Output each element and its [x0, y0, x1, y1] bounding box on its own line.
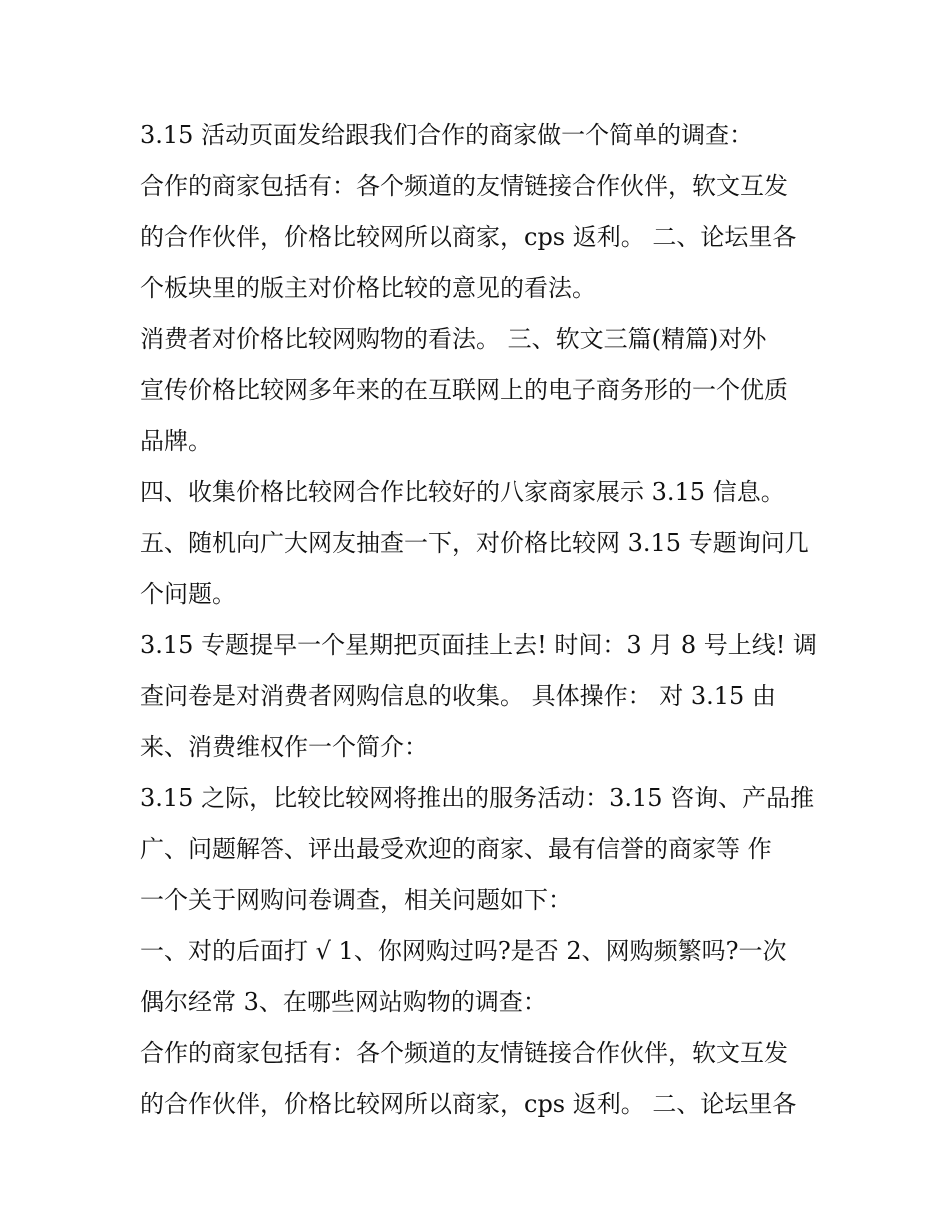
text-line: 广、问题解答、评出最受欢迎的商家、最有信誉的商家等 作 — [140, 835, 772, 863]
text-line: 五、随机向广大网友抽查一下，对价格比较网 3.15 专题询问几 — [140, 529, 809, 557]
text-line: 一个关于网购问卷调查，相关问题如下： — [140, 886, 572, 914]
text-line: 3.15 活动页面发给跟我们合作的商家做一个简单的调查： — [140, 121, 754, 149]
text-line: 的合作伙伴，价格比较网所以商家，cps 返利。 二、论坛里各 — [140, 1090, 797, 1118]
text-line: 合作的商家包括有：各个频道的友情链接合作伙伴，软文互发 — [140, 1039, 788, 1067]
text-line: 偶尔经常 3、在哪些网站购物的调查： — [140, 988, 547, 1016]
text-line: 的合作伙伴，价格比较网所以商家，cps 返利。 二、论坛里各 — [140, 223, 797, 251]
text-line: 宣传价格比较网多年来的在互联网上的电子商务形的一个优质 — [140, 376, 788, 404]
text-line: 合作的商家包括有：各个频道的友情链接合作伙伴，软文互发 — [140, 172, 788, 200]
text-line: 四、收集价格比较网合作比较好的八家商家展示 3.15 信息。 — [140, 478, 785, 506]
text-line: 消费者对价格比较网购物的看法。 三、软文三篇(精篇)对外 — [140, 325, 767, 353]
text-line: 3.15 专题提早一个星期把页面挂上去! 时间：3 月 8 号上线! 调 — [140, 631, 818, 659]
text-line: 个板块里的版主对价格比较的意见的看法。 — [140, 274, 596, 302]
text-line: 品牌。 — [140, 427, 212, 455]
text-line: 一、对的后面打 √ 1、你网购过吗?是否 2、网购频繁吗?一次 — [140, 937, 787, 965]
text-line: 个问题。 — [140, 580, 236, 608]
text-line: 查问卷是对消费者网购信息的收集。 具体操作： 对 3.15 由 — [140, 682, 776, 710]
document-body — [140, 110, 820, 1130]
text-line: 3.15 之际，比较比较网将推出的服务活动：3.15 咨询、产品推 — [140, 784, 815, 812]
text-line: 来、消费维权作一个简介： — [140, 733, 428, 761]
